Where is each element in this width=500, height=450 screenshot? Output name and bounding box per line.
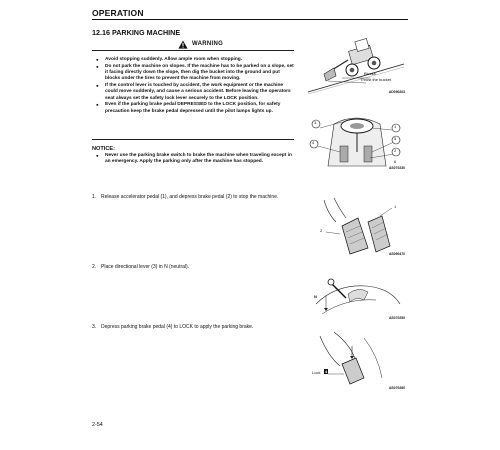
page-number: 2-54 <box>92 422 103 428</box>
step-number: 3. <box>92 324 97 330</box>
notice-item: ● Never use the parking brake switch to brake the machine when traveling except in an emergency. Apply the parking only after the machine has stopped. <box>96 153 294 166</box>
warning-label: WARNING <box>192 41 224 47</box>
warning-item: ● If the control lever is touched by accident, the work equipment or the machine could move suddenly, and cause a serious accident. Before leaving the operators seat always set the safety lock lever securely to the LOCK position. <box>96 83 294 102</box>
callout-3: 3 <box>314 120 317 125</box>
figure-pedals <box>306 192 408 258</box>
warning-bottom-divider <box>92 139 294 140</box>
callout-4: 4 <box>312 140 315 145</box>
step-number: 2. <box>92 264 97 270</box>
figure-code: AS070250 <box>388 316 405 320</box>
warning-item: ● Do not park the machine on slopes. If the machine has to be parked on a slope, set it facing directly down the slope, then dig the bucket into the ground and put blocks under the tires to prevent the machine from moving. <box>96 64 294 83</box>
step-text: Depress parking brake pedal (4) to LOCK to apply the parking brake. <box>101 324 254 330</box>
warning-item: ● Avoid stopping suddenly. Allow ample room when stopping. <box>96 57 294 63</box>
lock-label: Lock <box>312 370 321 375</box>
callout-6: 6 <box>394 159 397 164</box>
step-text: Release accelerator pedal (1), and depress brake pedal (2) to stop the machine. <box>101 194 279 200</box>
callout-4: 4 <box>325 369 328 374</box>
figure-code: AS090470 <box>388 252 405 256</box>
callout-1: 1 <box>394 204 397 209</box>
header-rule <box>92 19 408 20</box>
section-title: 12.16 PARKING MACHINE <box>92 28 181 37</box>
step-1 <box>92 194 292 200</box>
figure-cab-controls <box>306 104 408 172</box>
warning-item: ● Even if the parking brake pedal DEPRESSED to the LOCK position, for safety precaution keep the brake pedal depressed until the pilot lamps lights up. <box>96 102 294 115</box>
step-3 <box>92 324 292 330</box>
warning-heading <box>172 39 244 53</box>
callout-1: 1 <box>394 124 397 129</box>
warning-triangle-icon <box>178 40 188 49</box>
callout-5: 5 <box>394 136 397 141</box>
warning-list <box>96 57 294 115</box>
warning-divider <box>92 50 294 51</box>
notice-list <box>96 153 294 166</box>
section-header: OPERATION <box>92 8 144 18</box>
pedals-illustration <box>306 192 408 258</box>
step-number: 1. <box>92 194 97 200</box>
figure-code: AS070260 <box>388 386 405 390</box>
loader-slope-illustration <box>306 34 408 96</box>
notice-title: NOTICE: <box>92 146 115 152</box>
cab-controls-illustration <box>306 104 408 172</box>
figure-label-bucket: Thrust the bucket <box>360 77 391 82</box>
figure-code: AD090203 <box>388 90 405 94</box>
figure-label-blocks: Blocks <box>364 71 376 76</box>
figure-loader-slope <box>306 34 408 96</box>
step-text: Place directional lever (3) in N (neutral). <box>101 264 190 270</box>
figure-directional-lever <box>306 264 408 322</box>
callout-2: 2 <box>394 148 397 153</box>
figure-code: AS070230 <box>388 166 405 170</box>
step-2 <box>92 264 292 270</box>
figure-parking-pedal <box>306 326 408 392</box>
callout-2: 2 <box>320 228 323 233</box>
neutral-label: N <box>314 294 317 299</box>
directional-lever-illustration <box>306 264 408 322</box>
parking-pedal-illustration <box>306 326 408 392</box>
